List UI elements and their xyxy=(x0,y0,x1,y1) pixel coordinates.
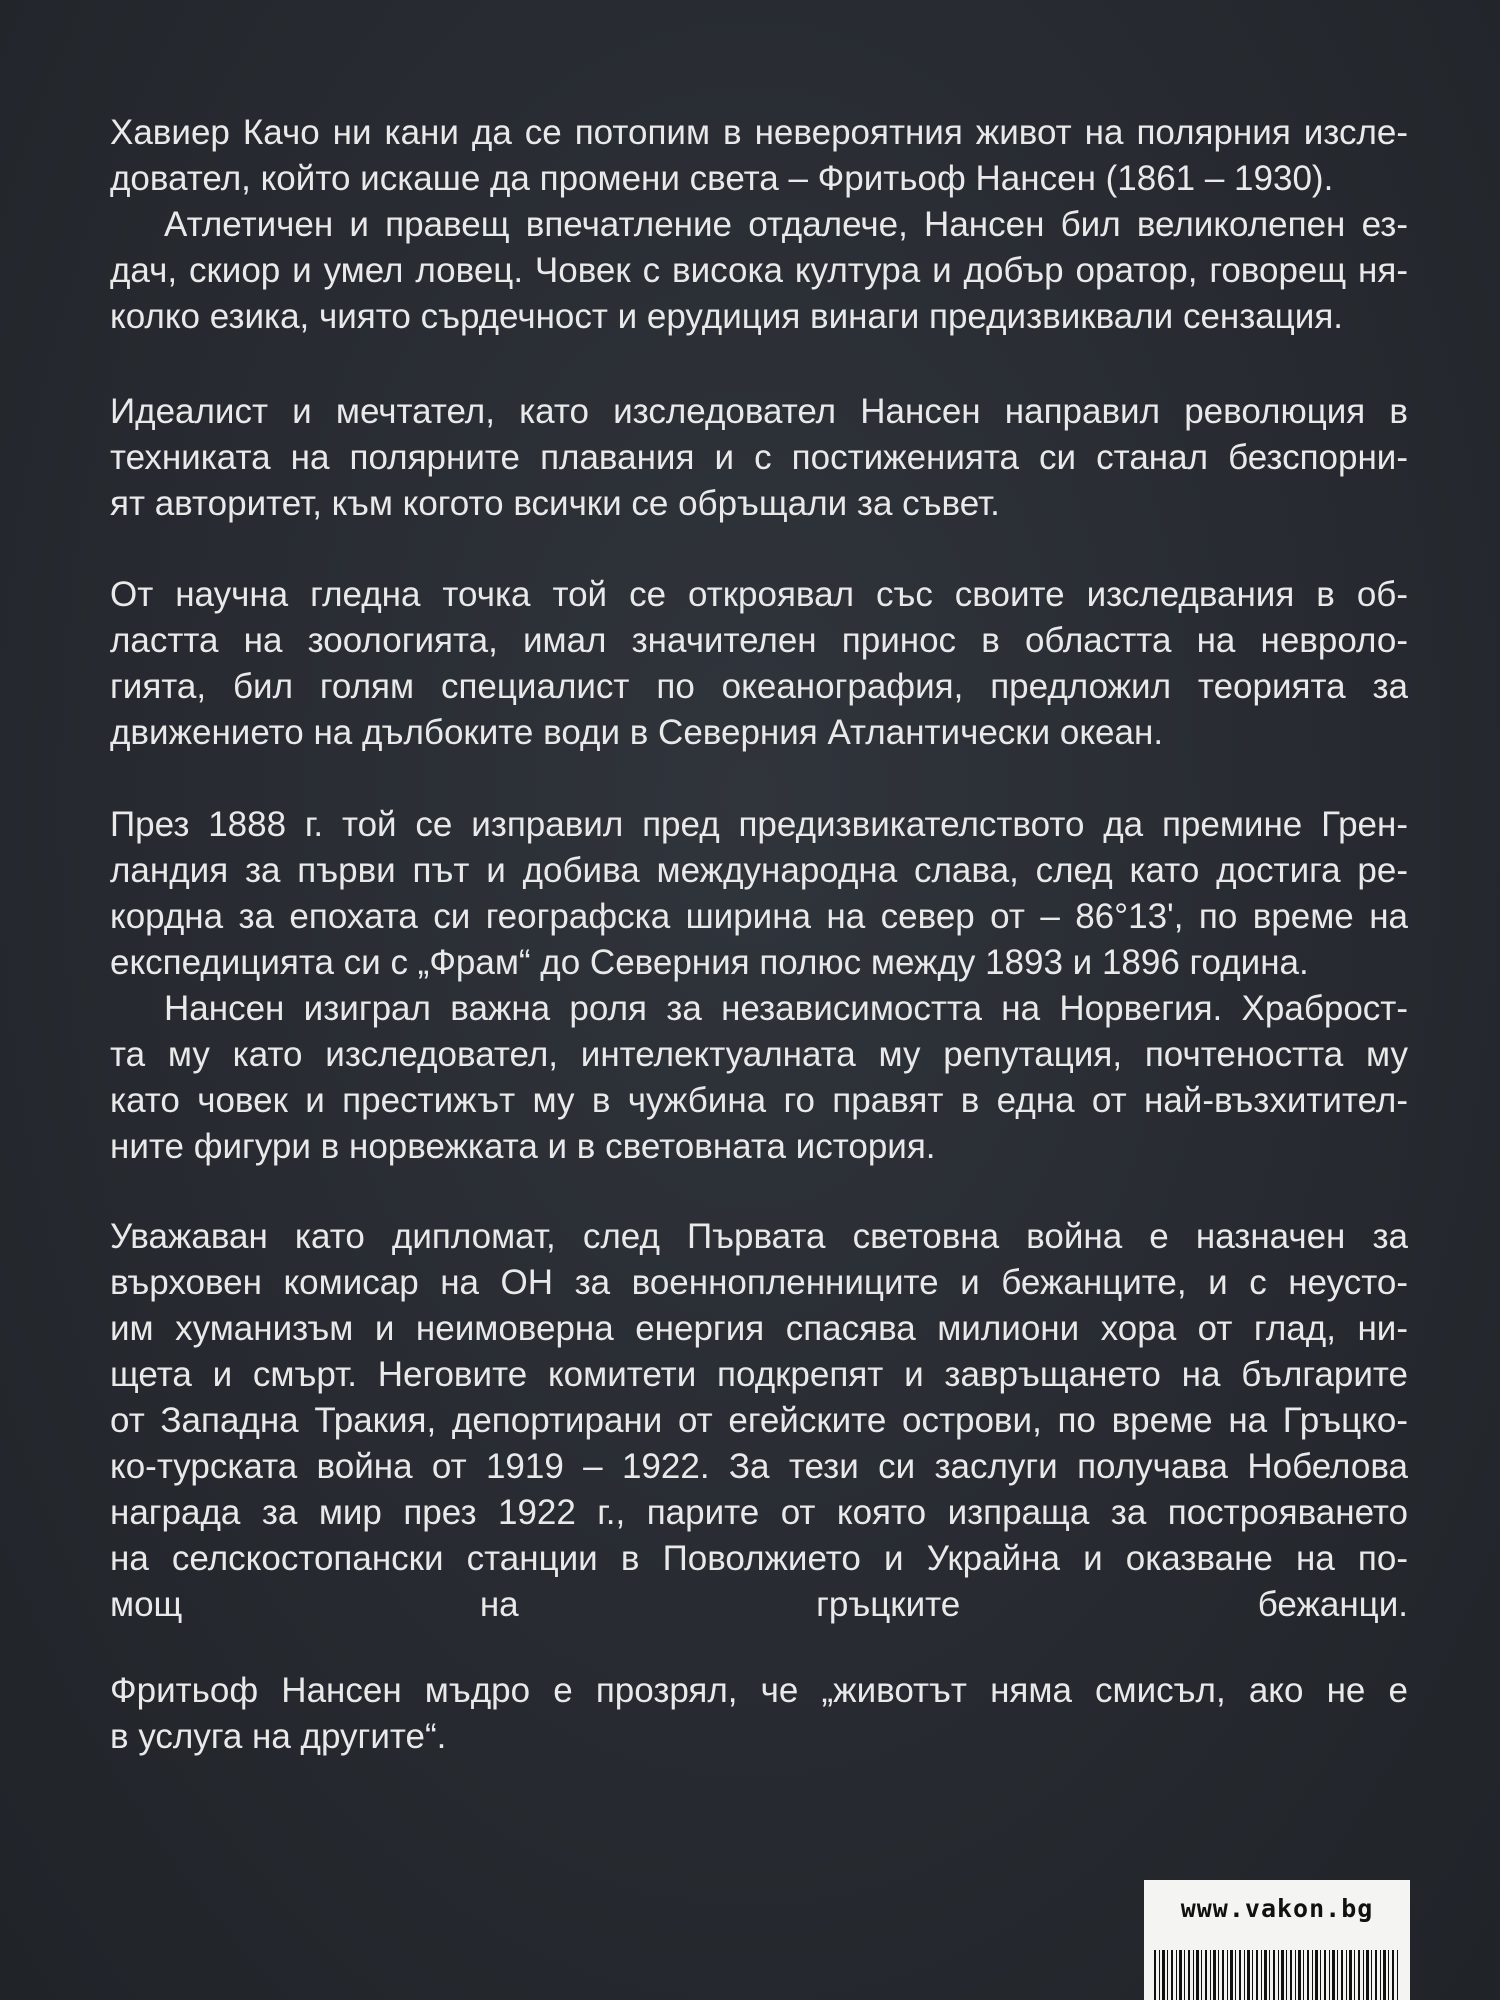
text-line: щета и смърт. Неговите комитети подкрепят и завръщането на българите xyxy=(110,1355,1408,1394)
text-line: им хуманизъм и неимоверна енергия спасява милиони хора от глад, ни- xyxy=(110,1309,1408,1348)
text-line: като човек и престижът му в чужбина го правят в една от най-възхитител- xyxy=(110,1081,1408,1120)
text-line: мощ на гръцките бежанци. xyxy=(110,1585,1408,1624)
text-line: ните фигури в норвежката и в световната история. xyxy=(110,1127,936,1166)
text-line: довател, който искаше да промени света – Фритьоф Нансен (1861 – 1930). xyxy=(110,159,1334,198)
text-line: експедицията си с „Фрам“ до Северния полюс между 1893 и 1896 година. xyxy=(110,943,1309,982)
barcode-label xyxy=(1144,1880,1410,2000)
text-line: кордна за епохата си географска ширина на север от – 86°13', по време на xyxy=(110,897,1408,936)
barcode-image xyxy=(1154,1950,1400,2000)
paragraph-1 xyxy=(110,110,1408,340)
text-line: гията, бил голям специалист по океанография, предложил теорията за xyxy=(110,667,1408,706)
text-line: та му като изследовател, интелектуалната му репутация, почтеността му xyxy=(110,1035,1408,1074)
paragraph-5 xyxy=(110,1214,1408,1674)
text-line: ластта на зоологията, имал значителен принос в областта на невроло- xyxy=(110,621,1408,660)
text-line: Уважаван като дипломат, след Първата световна война е назначен за xyxy=(110,1217,1408,1256)
text-line: Хавиер Качо ни кани да се потопим в невероятния живот на полярния изсле- xyxy=(110,113,1408,152)
text-line: колко езика, чиято сърдечност и ерудиция винаги предизвиквали сензация. xyxy=(110,297,1344,336)
text-line: дач, скиор и умел ловец. Човек с висока култура и добър оратор, говорещ ня- xyxy=(110,251,1408,290)
text-line: техниката на полярните плавания и с постиженията си станал безспорни- xyxy=(110,438,1408,477)
text-line: върховен комисар на ОН за военнопленниците и бежанците, и с неусто- xyxy=(110,1263,1408,1302)
text-line: награда за мир през 1922 г., парите от която изпраща за построяването xyxy=(110,1493,1408,1532)
text-line: ко-турската война от 1919 – 1922. За тези си заслуги получава Нобелова xyxy=(110,1447,1408,1486)
publisher-website: www.vakon.bg xyxy=(1180,1894,1374,1923)
paragraph-3 xyxy=(110,572,1408,756)
text-line: От научна гледна точка той се откроявал със своите изследвания в об- xyxy=(110,575,1408,614)
paragraph-2 xyxy=(110,389,1408,527)
paragraph-4 xyxy=(110,802,1408,1170)
paragraph-6 xyxy=(110,1668,1408,1760)
text-line: движението на дълбоките води в Северния Атлантически океан. xyxy=(110,713,1164,752)
text-line: ландия за първи път и добива международна слава, след като достига ре- xyxy=(110,851,1408,890)
text-line: ят авторитет, към когото всички се обръщали за съвет. xyxy=(110,484,1000,523)
text-line: Нансен изиграл важна роля за независимостта на Норвегия. Храброст- xyxy=(164,989,1408,1028)
text-line: на селскостопански станции в Поволжието и Украйна и оказване на по- xyxy=(110,1539,1408,1578)
text-line: Идеалист и мечтател, като изследовател Нансен направил революция в xyxy=(110,392,1408,431)
text-line: от Западна Тракия, депортирани от егейските острови, по време на Гръцко- xyxy=(110,1401,1408,1440)
text-line: През 1888 г. той се изправил пред предизвикателството да премине Грен- xyxy=(110,805,1408,844)
text-line: в услуга на другите“. xyxy=(110,1717,447,1756)
text-line: Фритьоф Нансен мъдро е прозрял, че „животът няма смисъл, ако не е xyxy=(110,1671,1408,1710)
text-line: Атлетичен и правещ впечатление отдалече, Нансен бил великолепен ез- xyxy=(164,205,1408,244)
